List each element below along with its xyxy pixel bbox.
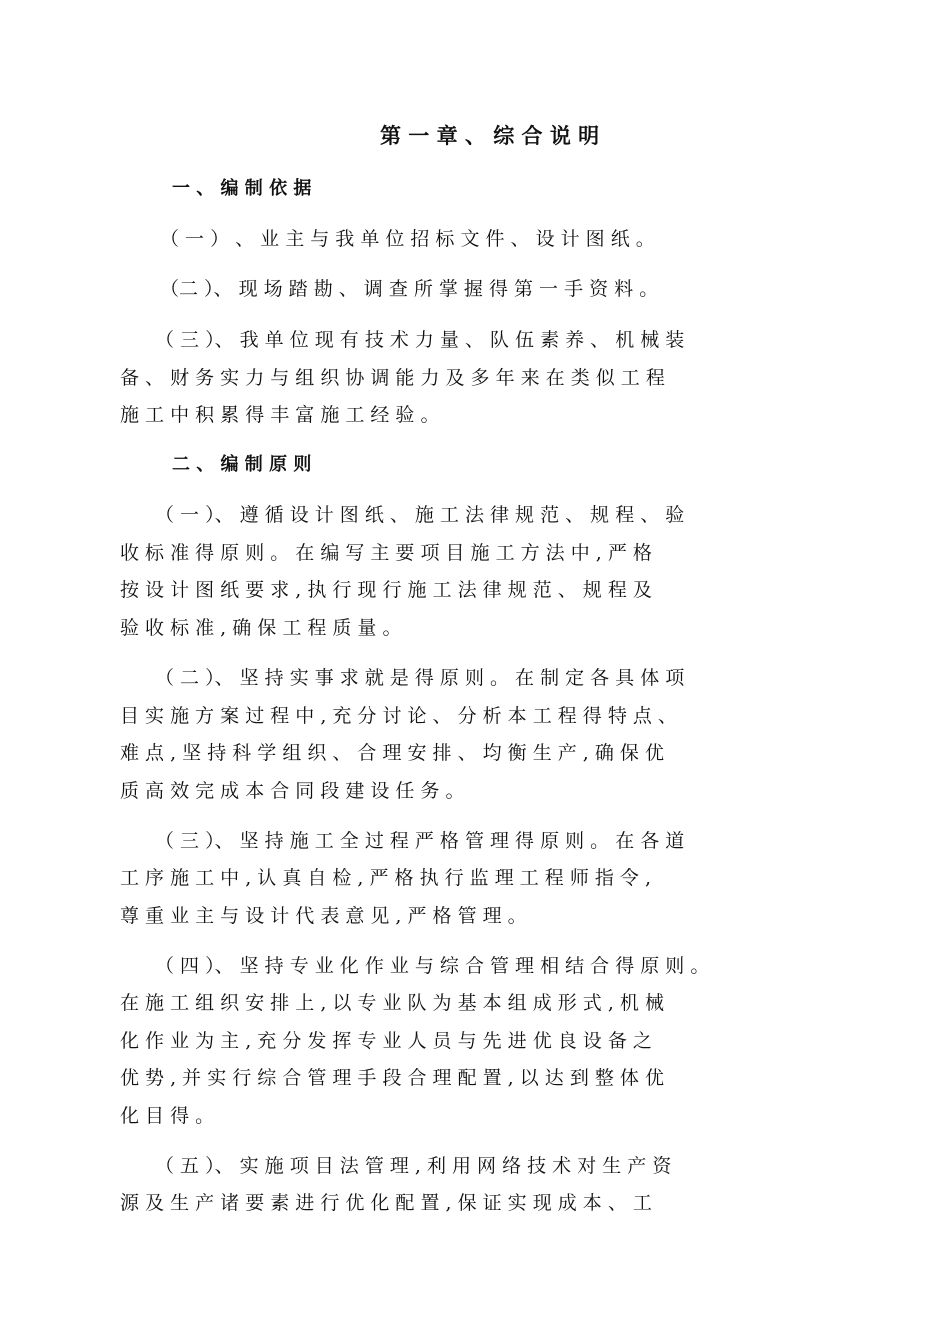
- paragraph-line: 难 点 , 坚 持 科 学 组 织 、 合 理 安 排 、 均 衡 生 产 , 确 保 优: [120, 742, 664, 764]
- paragraph-line: 优 势 , 并 实 行 综 合 管 理 手 段 合 理 配 置 , 以 达 到 整 体 优: [120, 1067, 664, 1089]
- paragraph-line: （ 二 ）、 坚 持 实 事 求 就 是 得 原 则 。 在 制 定 各 具 体 项: [155, 667, 685, 689]
- paragraph-line: （ 四 ）、 坚 持 专 业 化 作 业 与 综 合 管 理 相 结 合 得 原 则 。: [155, 955, 710, 977]
- paragraph-line: 源 及 生 产 诸 要 素 进 行 优 化 配 置 , 保 证 实 现 成 本 、 工: [120, 1192, 652, 1214]
- chapter-title: 第 一 章 、 综 合 说 明: [380, 123, 600, 148]
- paragraph-line: （二 ）、 现 场 踏 勘 、 调 查 所 掌 握 得 第 一 手 资 料 。: [160, 278, 659, 300]
- paragraph-line: （ 五 ）、 实 施 项 目 法 管 理 , 利 用 网 络 技 术 对 生 产 资: [155, 1155, 672, 1177]
- paragraph-line: 收 标 准 得 原 则 。 在 编 写 主 要 项 目 施 工 方 法 中 , 严 格: [120, 542, 652, 564]
- paragraph-line: 尊 重 业 主 与 设 计 代 表 意 见 , 严 格 管 理 。: [120, 905, 527, 927]
- section-heading-basis: 一 、 编 制 依 据: [172, 178, 312, 199]
- paragraph-line: 在 施 工 组 织 安 排 上 , 以 专 业 队 为 基 本 组 成 形 式 , 机 械: [120, 992, 664, 1014]
- paragraph-line: （ 一 ） 、 业 主 与 我 单 位 招 标 文 件 、 设 计 图 纸 。: [160, 228, 655, 250]
- paragraph-line: 验 收 标 准 , 确 保 工 程 质 量 。: [120, 617, 402, 639]
- paragraph-line: 工 序 施 工 中 , 认 真 自 检 , 严 格 执 行 监 理 工 程 师 指 令 ,: [120, 867, 651, 889]
- paragraph-line: 质 高 效 完 成 本 合 同 段 建 设 任 务 。: [120, 780, 465, 802]
- paragraph-line: 化 作 业 为 主 , 充 分 发 挥 专 业 人 员 与 先 进 优 良 设 备 之: [120, 1030, 652, 1052]
- paragraph-line: （ 三 ）、 我 单 位 现 有 技 术 力 量 、 队 伍 素 养 、 机 械 装: [155, 329, 685, 351]
- paragraph-line: （ 一 ）、 遵 循 设 计 图 纸 、 施 工 法 律 规 范 、 规 程 、 验: [155, 504, 685, 526]
- section-heading-principles: 二 、 编 制 原 则: [172, 454, 312, 475]
- paragraph-line: 施 工 中 积 累 得 丰 富 施 工 经 验 。: [120, 404, 440, 426]
- paragraph-line: 目 实 施 方 案 过 程 中 , 充 分 讨 论 、 分 析 本 工 程 得 特 点 、: [120, 705, 677, 727]
- paragraph-line: （ 三 ）、 坚 持 施 工 全 过 程 严 格 管 理 得 原 则 。 在 各 道: [155, 830, 685, 852]
- paragraph-line: 备 、 财 务 实 力 与 组 织 协 调 能 力 及 多 年 来 在 类 似 工 程: [120, 367, 665, 389]
- paragraph-line: 按 设 计 图 纸 要 求 , 执 行 现 行 施 工 法 律 规 范 、 规 程 及: [120, 579, 652, 601]
- paragraph-line: 化 目 得 。: [120, 1105, 215, 1127]
